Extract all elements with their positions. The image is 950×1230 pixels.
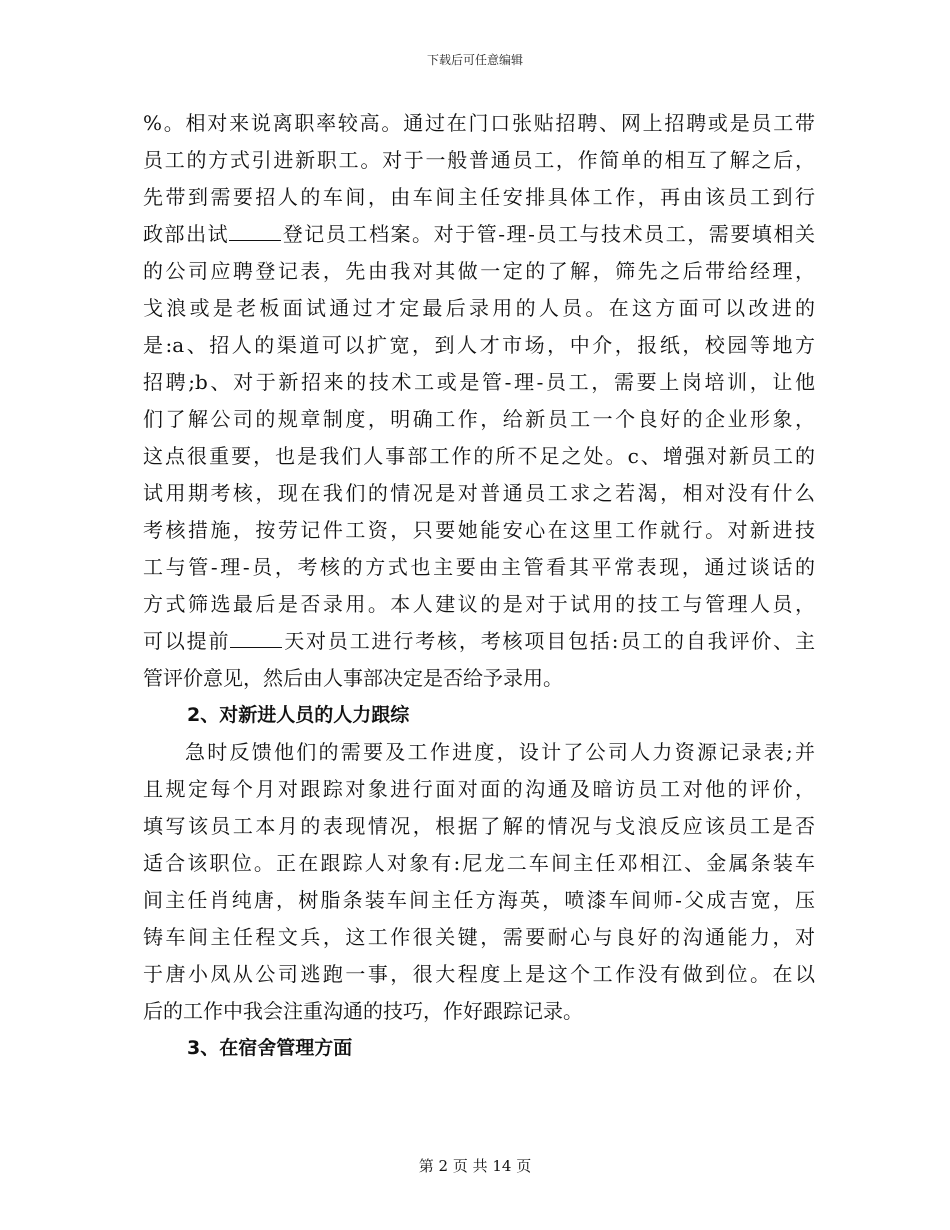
text-line: 是:a、招人的渠道可以扩宽，到人才市场，中介，报纸，校园等地方 bbox=[143, 333, 815, 357]
text-segment: 天对员工进行考核，考核项目包括:员工的自我评价、主 bbox=[282, 629, 815, 653]
text-segment: 政部出试 bbox=[143, 222, 230, 246]
text-line: 招聘;b、对于新招来的技术工或是管-理-员工，需要上岗培训，让他 bbox=[143, 370, 815, 394]
text-line: 戈浪或是老板面试通过才定最后录用的人员。在这方面可以改进的 bbox=[143, 296, 815, 320]
text-line: 这点很重要，也是我们人事部工作的所不足之处。c、增强对新员工的 bbox=[143, 444, 815, 468]
text-line: 铸车间主任程文兵，这工作很关键，需要耐心与良好的沟通能力，对 bbox=[143, 925, 815, 949]
text-line: 且规定每个月对跟踪对象进行面对面的沟通及暗访员工对他的评价， bbox=[143, 777, 815, 801]
text-line: 工与管-理-员，考核的方式也主要由主管看其平常表现，通过谈话的 bbox=[143, 555, 815, 579]
text-segment: 登记员工档案。对于管-理-员工与技术员工，需要填相关 bbox=[281, 222, 815, 246]
text-line: 适合该职位。正在跟踪人对象有:尼龙二车间主任邓相江、金属条装车 bbox=[143, 851, 815, 875]
text-line-with-blank bbox=[143, 216, 815, 253]
text-line: 们了解公司的规章制度，明确工作，给新员工一个良好的企业形象， bbox=[143, 407, 815, 431]
text-line: 方式筛选最后是否录用。本人建议的是对于试用的技工与管理人员， bbox=[143, 592, 815, 616]
text-line: 间主任肖纯唐，树脂条装车间主任方海英，喷漆车间师-父成吉宽，压 bbox=[143, 888, 815, 912]
document-body bbox=[143, 105, 815, 1067]
text-line: 员工的方式引进新职工。对于一般普通员工，作简单的相互了解之后， bbox=[143, 148, 815, 172]
text-segment: 可以提前 bbox=[143, 629, 231, 653]
text-line: 急时反馈他们的需要及工作进度，设计了公司人力资源记录表;并 bbox=[185, 740, 815, 764]
text-line: 先带到需要招人的车间，由车间主任安排具体工作，再由该员工到行 bbox=[143, 185, 815, 209]
fill-in-blank bbox=[230, 631, 282, 648]
text-line: 填写该员工本月的表现情况，根据了解的情况与戈浪反应该员工是否 bbox=[143, 814, 815, 838]
page-footer: 第 2 页 共 14 页 bbox=[418, 1157, 532, 1175]
text-line: 后的工作中我会注重沟通的技巧，作好跟踪记录。 bbox=[143, 999, 583, 1023]
text-line: %。相对来说离职率较高。通过在门口张贴招聘、网上招聘或是员工带 bbox=[143, 111, 815, 135]
page-header: 下载后可任意编辑 bbox=[426, 53, 523, 67]
text-line: 于唐小凤从公司逃跑一事，很大程度上是这个工作没有做到位。在以 bbox=[143, 962, 815, 986]
text-line: 考核措施，按劳记件工资，只要她能安心在这里工作就行。对新进技 bbox=[143, 518, 815, 542]
text-line-with-blank bbox=[143, 623, 815, 660]
section-heading: 3、在宿舍管理方面 bbox=[187, 1037, 353, 1059]
text-line: 的公司应聘登记表，先由我对其做一定的了解，筛先之后带给经理， bbox=[143, 259, 815, 283]
text-line: 试用期考核，现在我们的情况是对普通员工求之若渴，相对没有什么 bbox=[143, 481, 815, 505]
text-line: 管评价意见，然后由人事部决定是否给予录用。 bbox=[143, 666, 563, 690]
paragraph bbox=[143, 105, 815, 697]
paragraph bbox=[143, 734, 815, 1030]
section-heading: 2、对新进人员的人力跟综 bbox=[187, 704, 410, 726]
fill-in-blank bbox=[229, 224, 281, 241]
